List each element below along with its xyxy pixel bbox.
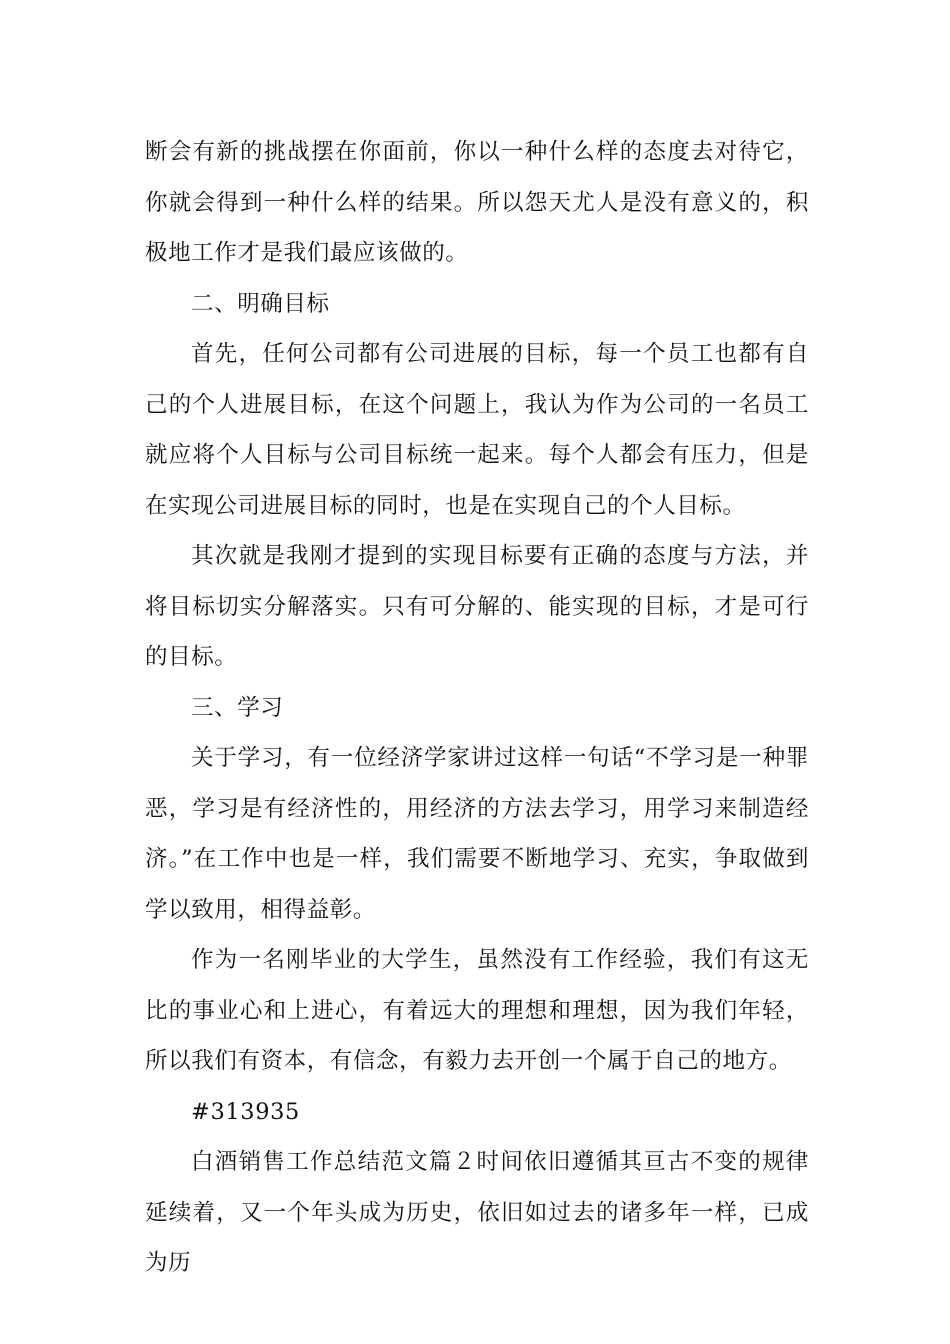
- paragraph-attitude-continuation: 断会有新的挑战摆在你面前，你以一种什么样的态度去对待它，你就会得到一种什么样的结果。所以怨天尤人是没有意义的，积极地工作才是我们最应该做的。: [145, 139, 809, 266]
- paragraph-graduate-ambition: 作为一名刚毕业的大学生，虽然没有工作经验，我们有这无比的事业心和上进心，有着远大的理想和理想，因为我们年轻，所以我们有资本，有信念，有毅力去开创一个属于自己的地方。: [145, 947, 809, 1074]
- document-code: #313935: [191, 1098, 300, 1125]
- paragraph-learning-quote: 关于学习，有一位经济学家讲过这样一句话“不学习是一种罪恶，学习是有经济性的，用经济的方法去学习，用学习来制造经济。”在工作中也是一样，我们需要不断地学习、充实，争取做到学以致用，相得益彰。: [145, 745, 809, 923]
- section-heading-learning: 三、学习: [191, 694, 284, 721]
- section-heading-goals: 二、明确目标: [191, 290, 330, 317]
- paragraph-company-goals: 首先，任何公司都有公司进展的目标，每一个员工也都有自己的个人进展目标，在这个问题上，我认为作为公司的一名员工就应将个人目标与公司目标统一起来。每个人都会有压力，但是在实现公司进展目标的同时，也是在实现自己的个人目标。: [145, 341, 809, 519]
- paragraph-goal-method: 其次就是我刚才提到的实现目标要有正确的态度与方法，并将目标切实分解落实。只有可分解的、能实现的目标，才是可行的目标。: [145, 543, 809, 670]
- document-body: [145, 127, 809, 1289]
- paragraph-sales-summary-start: 白酒销售工作总结范文篇２时间依旧遵循其亘古不变的规律延续着，又一个年头成为历史，依旧如过去的诸多年一样，已成为历: [145, 1149, 809, 1276]
